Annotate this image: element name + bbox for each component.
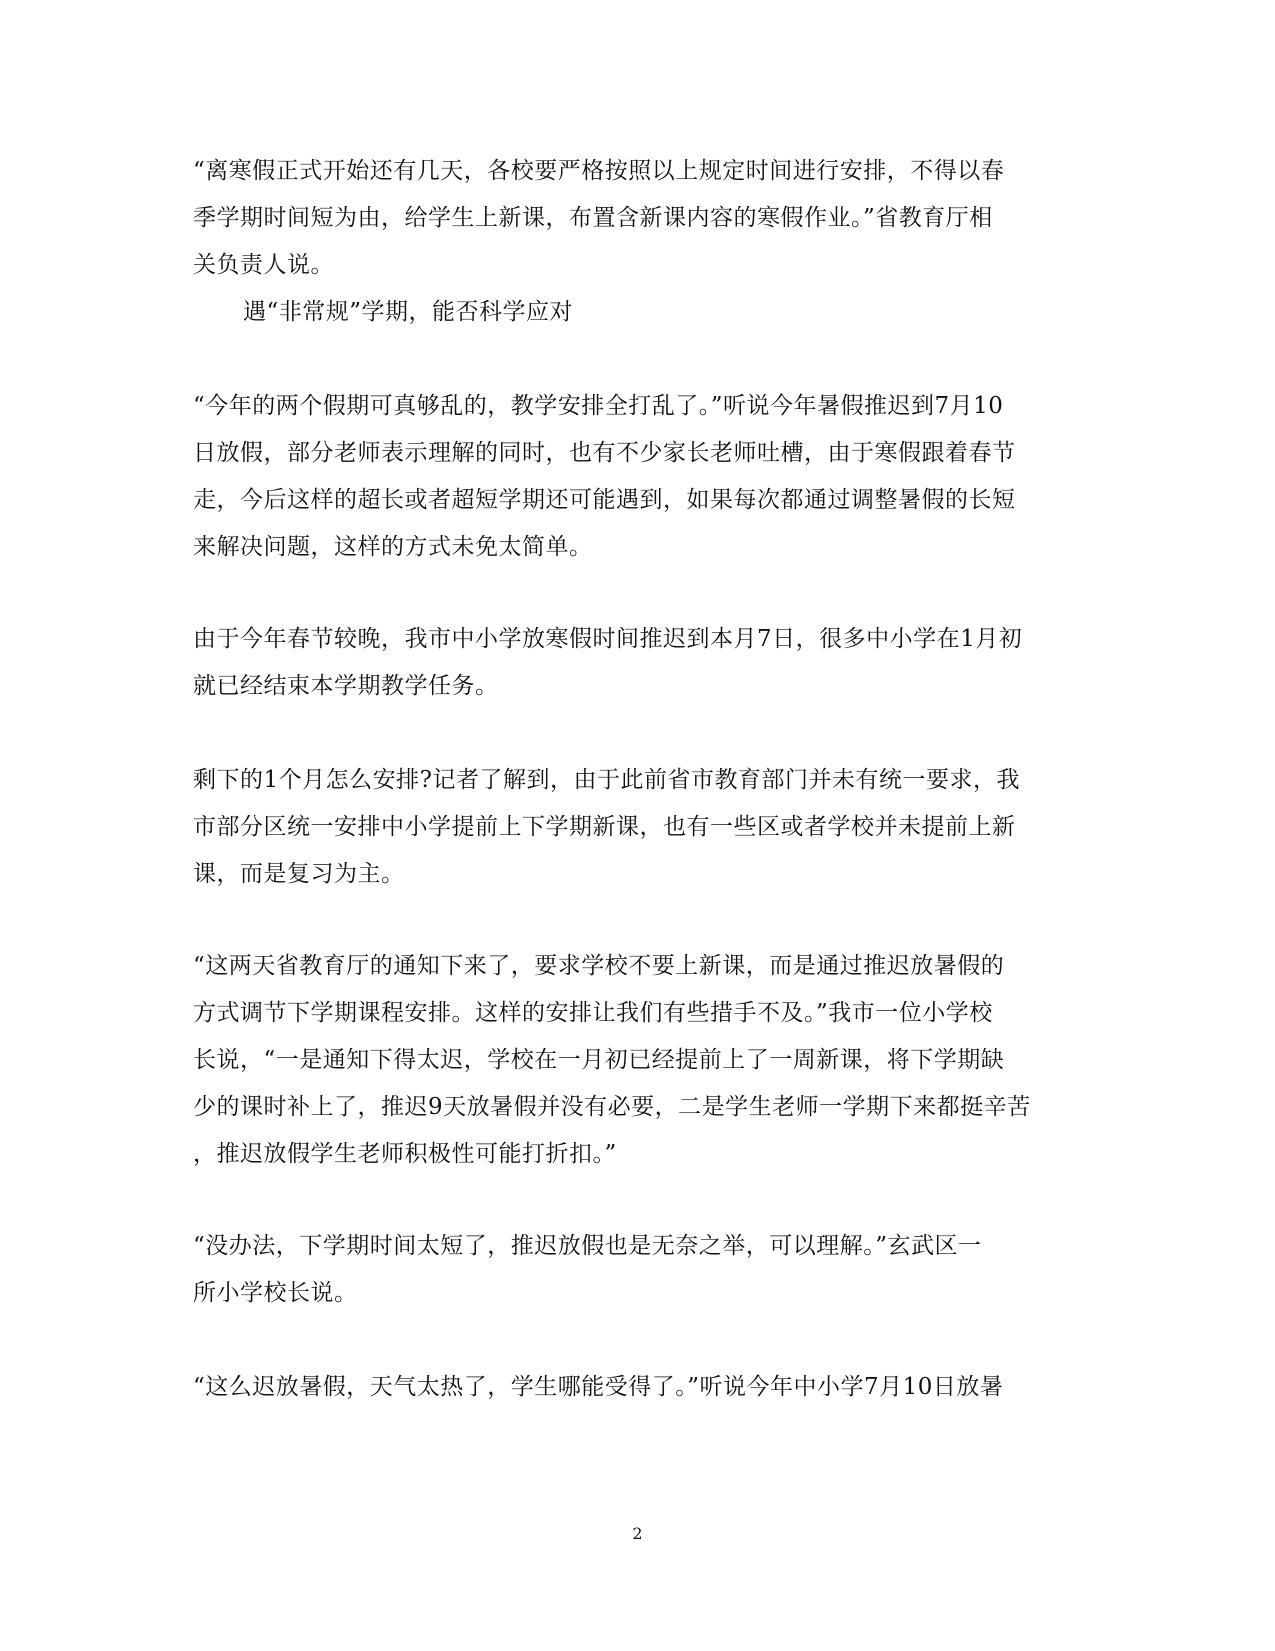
paragraph-5-line-5: ，推迟放假学生老师积极性可能打折扣。” xyxy=(193,1141,617,1167)
paragraph-4-line-1: 剩下的1个月怎么安排?记者了解到，由于此前省市教育部门并未有统一要求，我 xyxy=(193,767,1020,793)
paragraph-2-line-1: “今年的两个假期可真够乱的，教学安排全打乱了。”听说今年暑假推迟到7月10 xyxy=(193,393,1004,419)
section-heading: 遇“非常规”学期，能否科学应对 xyxy=(243,299,574,325)
paragraph-6-line-1: “没办法，下学期时间太短了，推迟放假也是无奈之举，可以理解。”玄武区一 xyxy=(193,1233,982,1259)
page-number: 2 xyxy=(632,1524,643,1543)
paragraph-5-line-4: 少的课时补上了，推迟9天放暑假并没有必要，二是学生老师一学期下来都挺辛苦 xyxy=(193,1094,1031,1120)
paragraph-7-line-1: “这么迟放暑假，天气太热了，学生哪能受得了。”听说今年中小学7月10日放暑 xyxy=(193,1374,1004,1400)
paragraph-2-line-2: 日放假，部分老师表示理解的同时，也有不少家长老师吐槽，由于寒假跟着春节 xyxy=(193,440,1016,466)
paragraph-5-line-3: 长说，“一是通知下得太迟，学校在一月初已经提前上了一周新课，将下学期缺 xyxy=(193,1047,1005,1073)
paragraph-3-line-1: 由于今年春节较晚，我市中小学放寒假时间推迟到本月7日，很多中小学在1月初 xyxy=(193,626,1023,652)
paragraph-5-line-1: “这两天省教育厅的通知下来了，要求学校不要上新课，而是通过推迟放暑假的 xyxy=(193,953,1005,979)
paragraph-6-line-2: 所小学校长说。 xyxy=(193,1280,358,1306)
paragraph-1-line-3: 关负责人说。 xyxy=(193,252,334,278)
paragraph-1-line-1: “离寒假正式开始还有几天，各校要严格按照以上规定时间进行安排，不得以春 xyxy=(193,158,1005,184)
paragraph-4-line-2: 市部分区统一安排中小学提前上下学期新课，也有一些区或者学校并未提前上新 xyxy=(193,814,1016,840)
paragraph-4-line-3: 课，而是复习为主。 xyxy=(193,861,405,887)
paragraph-3-line-2: 就已经结束本学期教学任务。 xyxy=(193,673,499,699)
paragraph-2-line-3: 走，今后这样的超长或者超短学期还可能遇到，如果每次都通过调整暑假的长短 xyxy=(193,487,1016,513)
paragraph-1-line-2: 季学期时间短为由，给学生上新课，布置含新课内容的寒假作业。”省教育厅相 xyxy=(193,205,993,231)
paragraph-5-line-2: 方式调节下学期课程安排。这样的安排让我们有些措手不及。”我市一位小学校 xyxy=(193,1000,993,1026)
paragraph-2-line-4: 来解决问题，这样的方式未免太简单。 xyxy=(193,534,593,560)
